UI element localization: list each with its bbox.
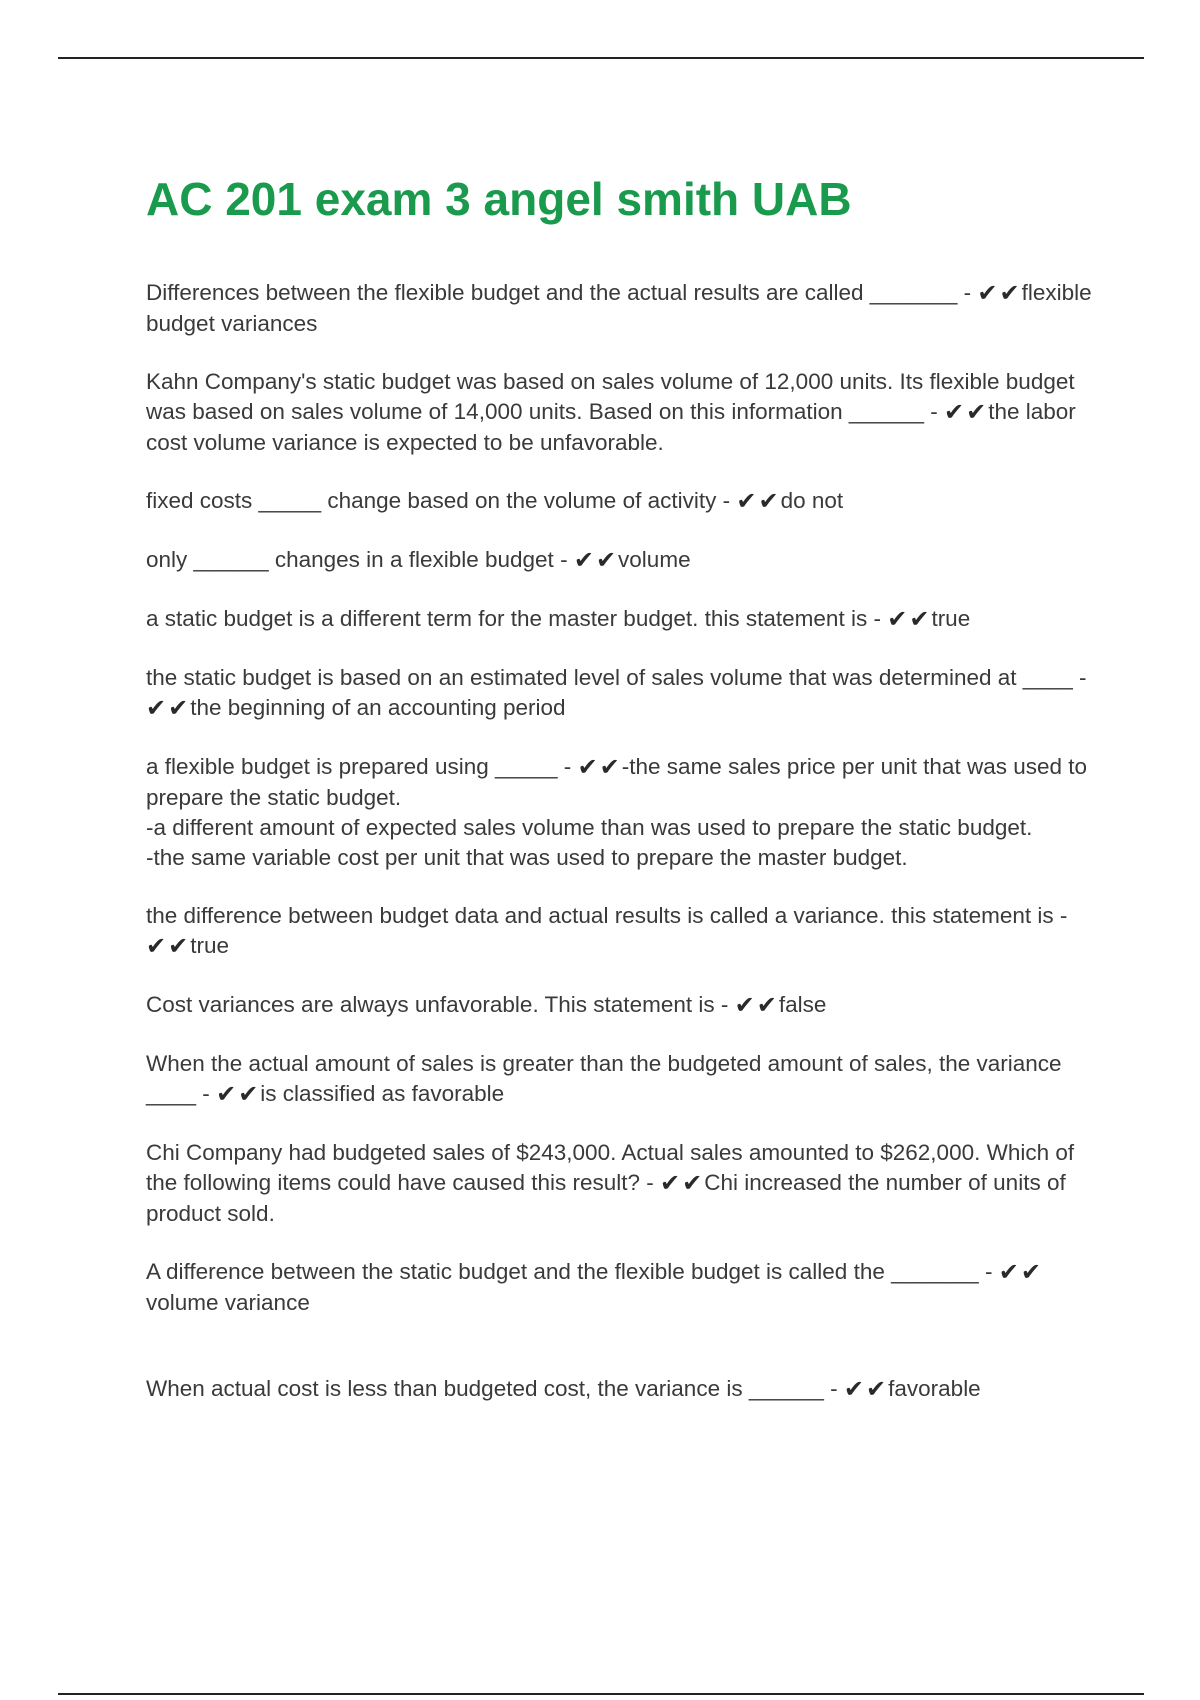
qa-item (146, 367, 1096, 458)
qa-item (146, 901, 1096, 962)
check-icon: ✔✔ (573, 547, 619, 574)
answer-text: flexible budget variances (146, 280, 1092, 336)
document-body (146, 168, 1096, 1433)
question-text: When actual cost is less than budgeted cost, the variance is ______ - (146, 1376, 838, 1401)
bottom-rule (58, 1693, 1144, 1695)
check-icon: ✔✔ (998, 1259, 1043, 1286)
answer-text: volume (618, 547, 691, 572)
answer-text: Chi increased the number of units of product sold. (146, 1170, 1066, 1226)
answer-text: volume variance (146, 1290, 310, 1315)
check-icon: ✔✔ (660, 1170, 705, 1197)
check-icon: ✔✔ (216, 1081, 261, 1108)
answer-text: -the same sales price per unit that was used to prepare the static budget. -a different amount of expected sales volume than was used to prepare the static budget. -the same variable cost per unit that was used to prepare the master budget. (146, 754, 1088, 870)
answer-text: is classified as favorable (260, 1081, 505, 1106)
qa-item (146, 1257, 1096, 1318)
answer-text: false (778, 992, 827, 1017)
qa-item (146, 990, 1096, 1021)
qa-item (146, 1374, 1096, 1405)
answer-text: the beginning of an accounting period (190, 695, 566, 720)
question-text: Cost variances are always unfavorable. This statement is - (146, 992, 729, 1017)
question-text: fixed costs _____ change based on the volume of activity - (146, 488, 731, 513)
check-icon: ✔✔ (146, 695, 191, 722)
top-rule (58, 57, 1144, 59)
qa-item (146, 486, 1096, 517)
question-text: a flexible budget is prepared using _____ - (146, 754, 572, 779)
check-icon: ✔✔ (736, 488, 781, 515)
qa-list (146, 278, 1096, 1405)
qa-item (146, 278, 1096, 339)
qa-item (146, 752, 1096, 873)
check-icon: ✔✔ (843, 1376, 889, 1403)
check-icon: ✔✔ (577, 754, 622, 781)
check-icon: ✔✔ (977, 280, 1022, 307)
answer-text: favorable (888, 1376, 981, 1401)
question-text: Differences between the flexible budget and the actual results are called _______ - (146, 280, 972, 305)
qa-item (146, 545, 1096, 576)
answer-text: do not (780, 488, 844, 513)
question-text: the static budget is based on an estimated level of sales volume that was determined at ____ - (146, 665, 1087, 690)
answer-text: the labor cost volume variance is expected to be unfavorable. (146, 399, 1076, 455)
question-text: A difference between the static budget and the flexible budget is called the _______ - (146, 1259, 993, 1284)
question-text: Kahn Company's static budget was based on sales volume of 12,000 units. Its flexible budget was based on sales volume of 14,000 units. Based on this information ______ - (146, 369, 1075, 424)
question-text: only ______ changes in a flexible budget - (146, 547, 568, 572)
check-icon: ✔✔ (146, 933, 191, 960)
answer-text: true (931, 606, 971, 631)
document-title: AC 201 exam 3 angel smith UAB (146, 173, 852, 225)
question-text: When the actual amount of sales is greater than the budgeted amount of sales, the variance ____ - (146, 1051, 1062, 1106)
question-text: the difference between budget data and actual results is called a variance. this statement is - (146, 903, 1068, 928)
qa-item (146, 1138, 1096, 1229)
answer-text: true (190, 933, 229, 958)
check-icon: ✔✔ (734, 992, 779, 1019)
qa-item (146, 1049, 1096, 1110)
check-icon: ✔✔ (887, 606, 932, 633)
check-icon: ✔✔ (944, 399, 989, 426)
qa-item (146, 604, 1096, 635)
question-text: Chi Company had budgeted sales of $243,000. Actual sales amounted to $262,000. Which of the following items could have caused this result? - (146, 1140, 1075, 1195)
qa-item (146, 663, 1096, 724)
question-text: a static budget is a different term for the master budget. this statement is - (146, 606, 881, 631)
